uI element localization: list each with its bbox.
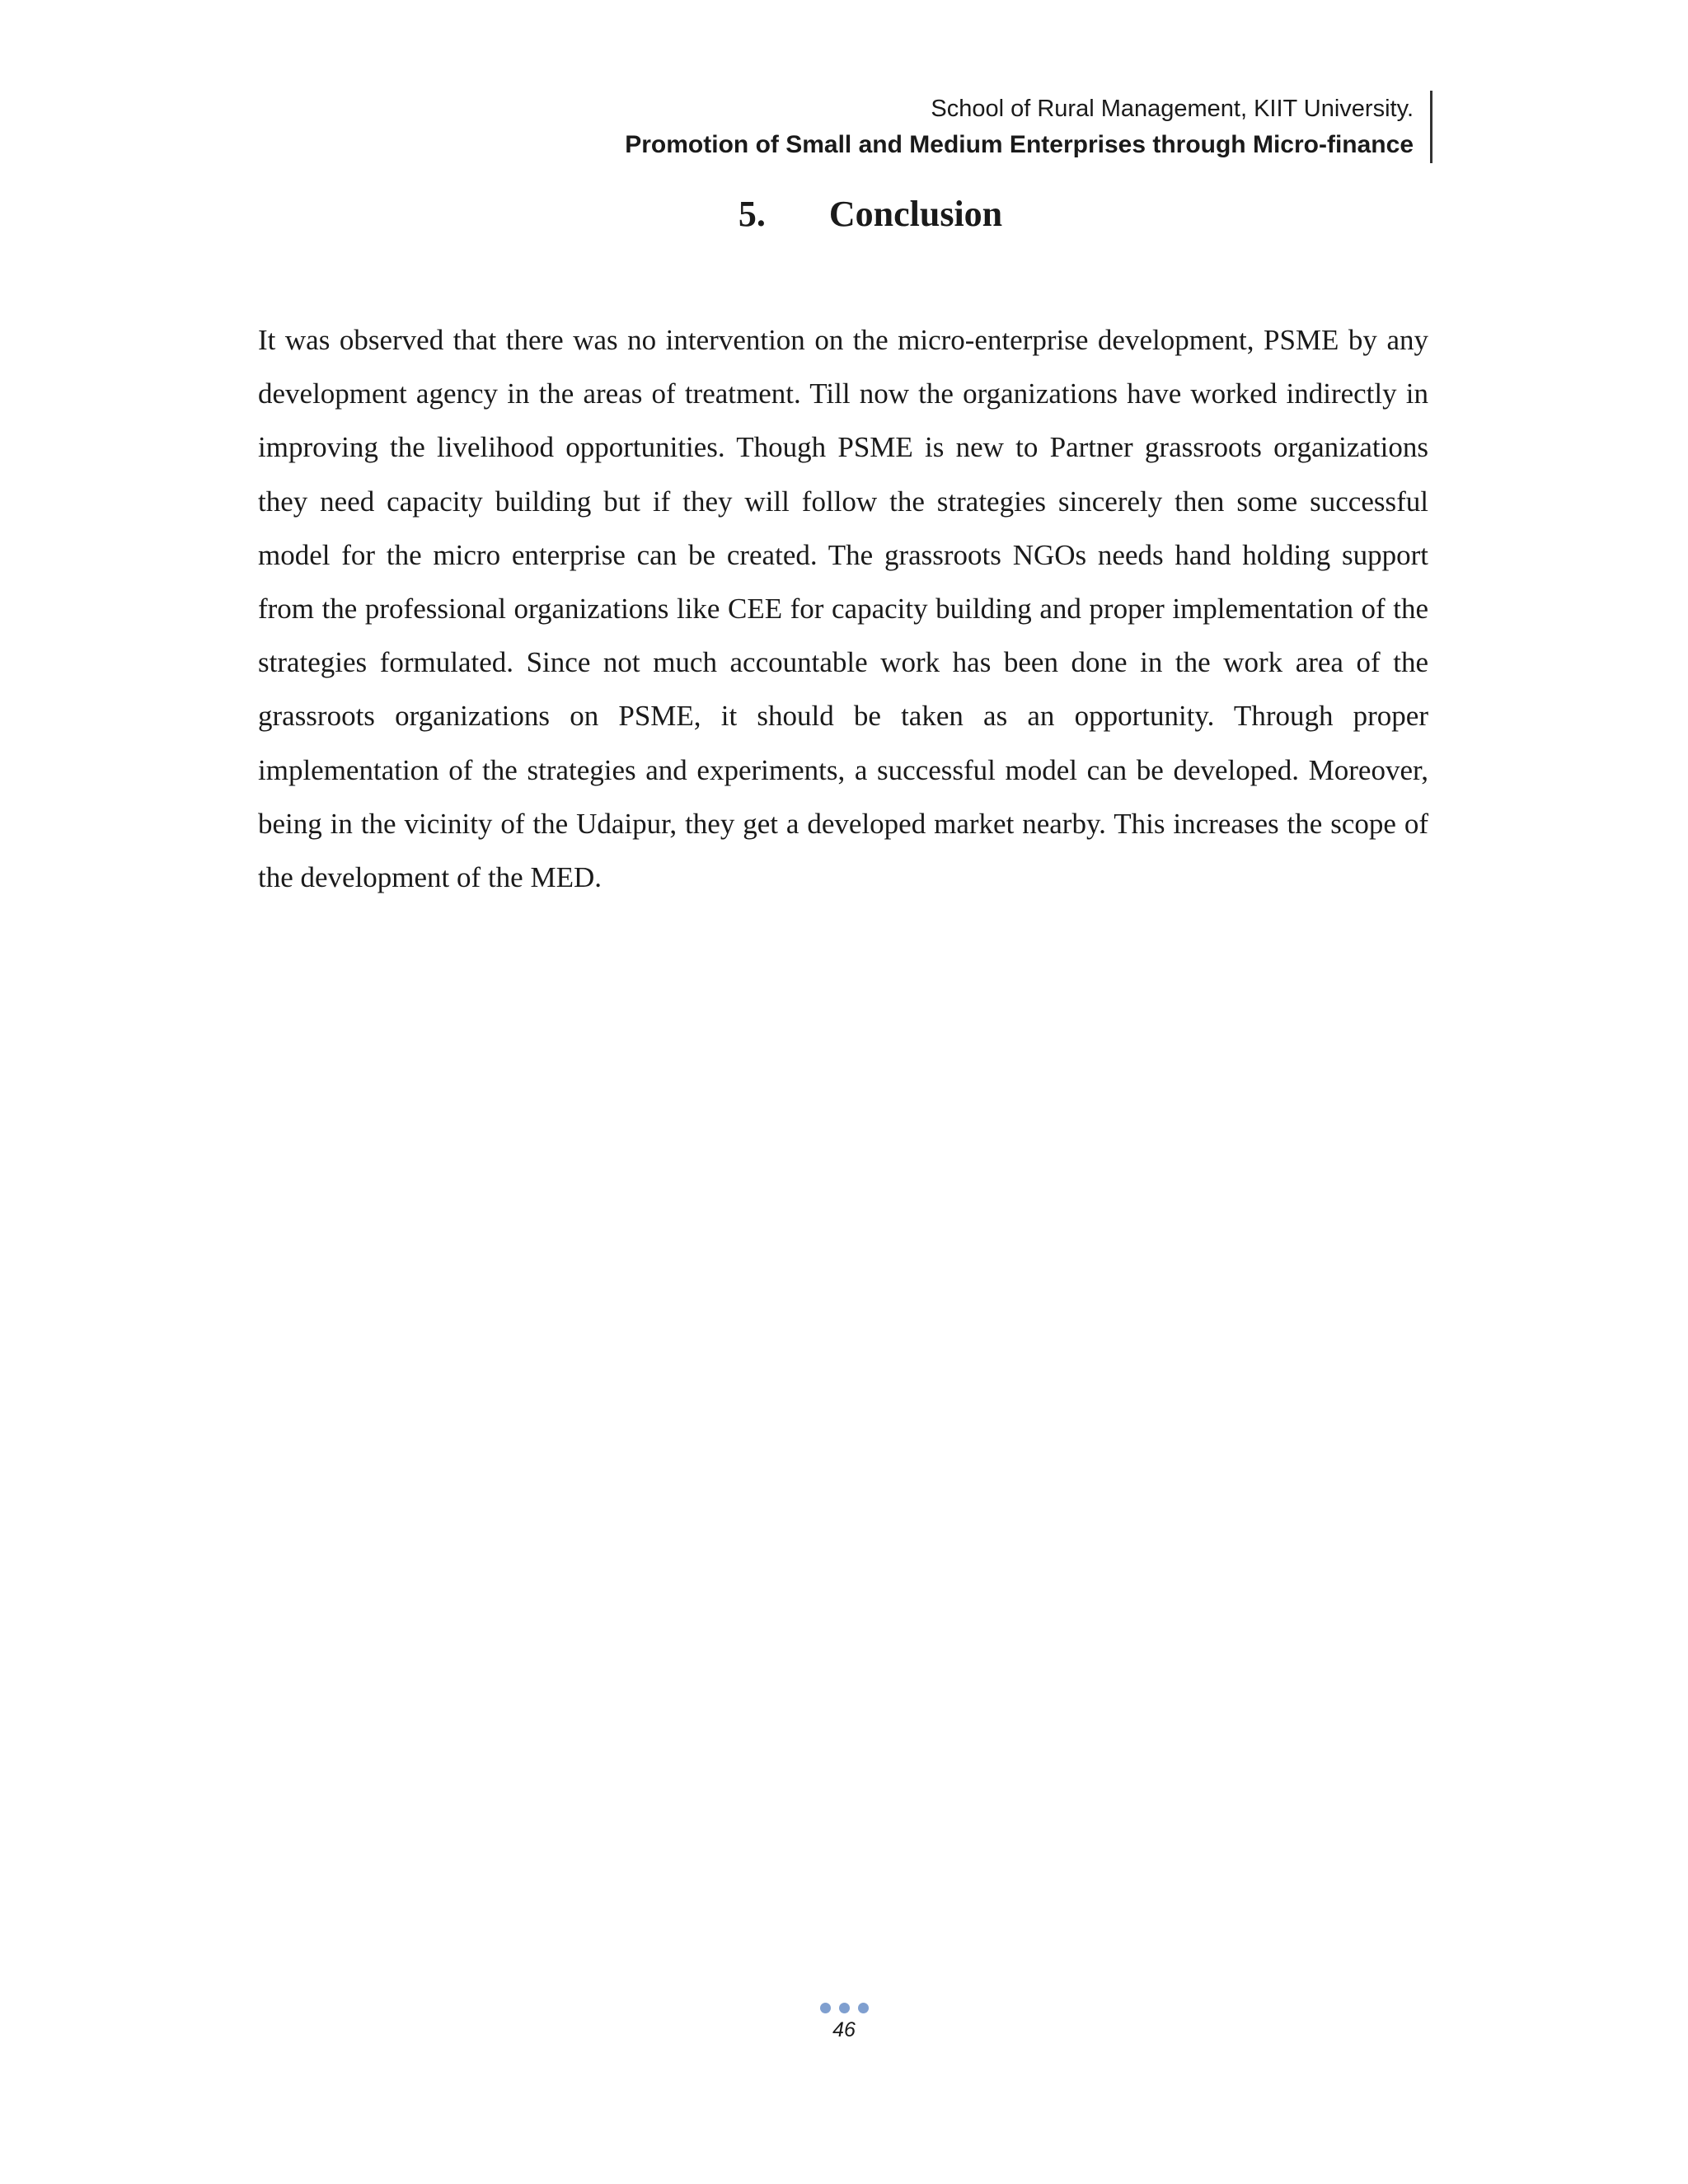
- page-number: 46: [832, 2018, 856, 2041]
- conclusion-paragraph: It was observed that there was no intervention on the micro-enterprise development, PSME by any development agency in the areas of treatment. Till now the organizations have worked indirectly in improving the livelihood opportunities. Though PSME is new to Partner grassroots organizations they need capacity building but if they will follow the strategies sincerely then some successful model for the micro enterprise can be created. The grassroots NGOs needs hand holding support from the professional organizations like CEE for capacity building and proper implementation of the strategies formulated. Since not much accountable work has been done in the work area of the grassroots organizations on PSME, it should be taken as an opportunity. Through proper implementation of the strategies and experiments, a successful model can be developed. Moreover, being in the vicinity of the Udaipur, they get a developed market nearby. This increases the scope of the development of the MED.: [258, 324, 1428, 894]
- section-number: 5.: [738, 194, 766, 234]
- header-report-title: Promotion of Small and Medium Enterprises through Micro-finance: [625, 131, 1414, 158]
- footer-dot: [858, 2003, 869, 2013]
- section-title: Conclusion: [828, 194, 1003, 234]
- running-header: [625, 91, 1432, 163]
- page-footer: [0, 2003, 1688, 2044]
- footer-dots-icon: [0, 2003, 1688, 2014]
- footer-dot: [839, 2003, 850, 2013]
- footer-dot: [820, 2003, 831, 2013]
- header-institution: School of Rural Management, KIIT University.: [931, 96, 1414, 122]
- section-heading: [0, 193, 1688, 235]
